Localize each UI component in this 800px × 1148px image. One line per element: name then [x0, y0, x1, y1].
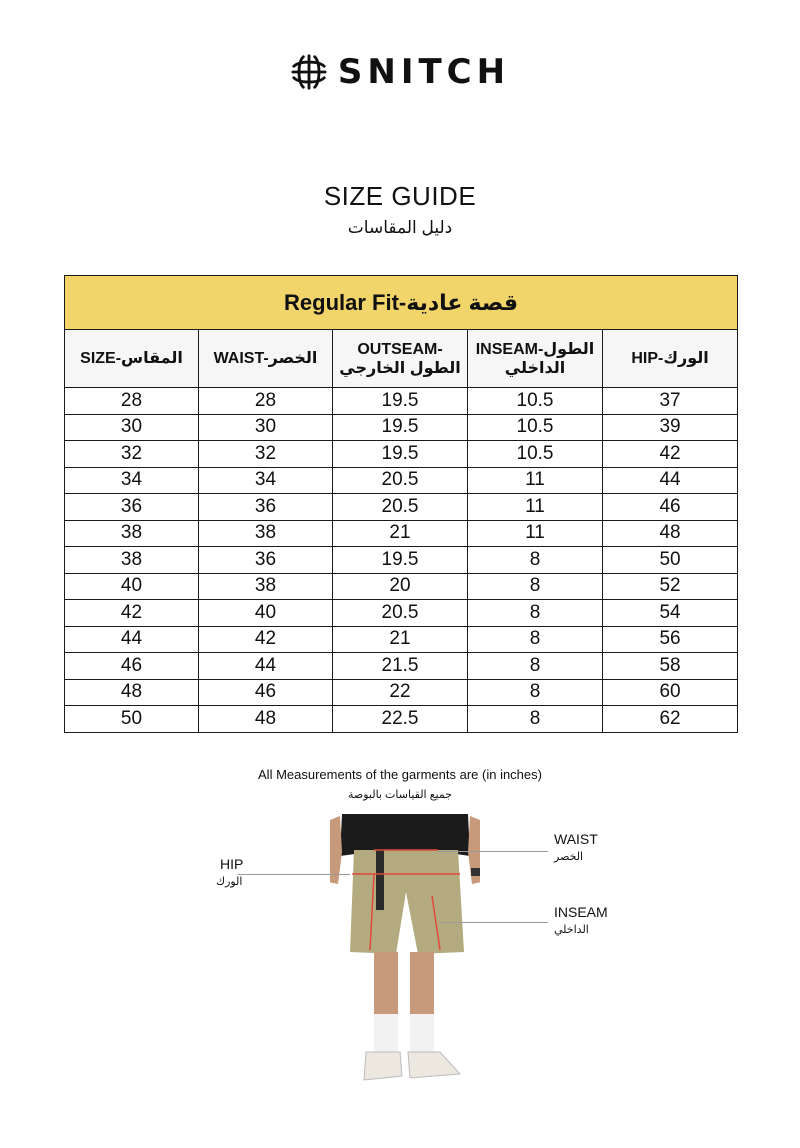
inseam-label: INSEAM	[554, 904, 608, 920]
table-cell: 54	[603, 600, 738, 627]
hash-grid-icon	[290, 53, 328, 91]
left-shoe	[364, 1052, 402, 1080]
table-cell: 37	[603, 388, 738, 415]
table-cell: 36	[199, 494, 333, 521]
table-row	[65, 706, 738, 733]
right-sock	[410, 1014, 434, 1054]
table-cell: 42	[603, 441, 738, 468]
table-cell: 34	[65, 467, 199, 494]
table-cell: 46	[199, 679, 333, 706]
table-cell: 38	[65, 547, 199, 574]
table-cell: 44	[65, 626, 199, 653]
table-cell: 11	[468, 494, 603, 521]
watch	[471, 868, 480, 876]
table-cell: 44	[603, 467, 738, 494]
table-cell: 28	[65, 388, 199, 415]
table-cell: 52	[603, 573, 738, 600]
right-shoe	[408, 1052, 460, 1078]
table-cell: 38	[199, 520, 333, 547]
table-row	[65, 653, 738, 680]
table-cell: 42	[65, 600, 199, 627]
column-header: WAIST-الخصر	[199, 330, 333, 388]
table-cell: 56	[603, 626, 738, 653]
table-cell: 11	[468, 520, 603, 547]
brand-logo	[0, 52, 800, 92]
table-cell: 21	[333, 520, 468, 547]
table-cell: 30	[199, 414, 333, 441]
table-cell: 21	[333, 626, 468, 653]
table-cell: 39	[603, 414, 738, 441]
column-header: HIP-الورك	[603, 330, 738, 388]
brand-name: SNITCH	[337, 52, 511, 92]
table-cell: 36	[199, 547, 333, 574]
table-cell: 34	[199, 467, 333, 494]
table-cell: 19.5	[333, 547, 468, 574]
table-cell: 42	[199, 626, 333, 653]
table-cell: 38	[65, 520, 199, 547]
hip-label: HIP	[220, 856, 244, 872]
table-cell: 19.5	[333, 414, 468, 441]
table-row	[65, 414, 738, 441]
column-header: OUTSEAM- الطول الخارجي	[333, 330, 468, 388]
hip-label-arabic: الورك	[216, 876, 243, 888]
table-cell: 19.5	[333, 388, 468, 415]
table-cell: 62	[603, 706, 738, 733]
table-cell: 8	[468, 706, 603, 733]
table-cell: 19.5	[333, 441, 468, 468]
table-cell: 8	[468, 653, 603, 680]
table-row	[65, 388, 738, 415]
table-cell: 48	[199, 706, 333, 733]
table-cell: 46	[65, 653, 199, 680]
table-row	[65, 547, 738, 574]
table-cell: 36	[65, 494, 199, 521]
table-cell: 8	[468, 573, 603, 600]
table-row	[65, 441, 738, 468]
right-leg	[410, 952, 434, 1014]
table-cell: 32	[65, 441, 199, 468]
table-cell: 28	[199, 388, 333, 415]
inseam-label-arabic: الداخلي	[554, 924, 589, 936]
measurement-note-arabic: جميع القياسات بالبوصة	[347, 789, 453, 801]
waist-label: WAIST	[554, 831, 598, 847]
table-cell: 22	[333, 679, 468, 706]
column-header: SIZE-المقاس	[65, 330, 199, 388]
table-cell: 22.5	[333, 706, 468, 733]
table-cell: 20	[333, 573, 468, 600]
size-table	[64, 275, 738, 733]
table-cell: 10.5	[468, 414, 603, 441]
table-row	[65, 467, 738, 494]
table-row	[65, 600, 738, 627]
table-cell: 8	[468, 679, 603, 706]
left-sock	[374, 1014, 398, 1054]
table-cell: 38	[199, 573, 333, 600]
table-row	[65, 573, 738, 600]
inseam-guide-line	[440, 922, 548, 923]
fit-header: Regular Fit-قصة عادية	[65, 276, 738, 330]
table-cell: 20.5	[333, 494, 468, 521]
table-row	[65, 626, 738, 653]
table-cell: 8	[468, 600, 603, 627]
page-title-arabic: دليل المقاسات	[347, 218, 453, 237]
hip-guide-line	[238, 874, 350, 875]
table-cell: 48	[65, 679, 199, 706]
table-cell: 40	[199, 600, 333, 627]
table-cell: 21.5	[333, 653, 468, 680]
column-header: INSEAM-الطول الداخلي	[468, 330, 603, 388]
table-cell: 20.5	[333, 467, 468, 494]
table-cell: 60	[603, 679, 738, 706]
table-cell: 8	[468, 547, 603, 574]
table-cell: 58	[603, 653, 738, 680]
left-leg	[374, 952, 398, 1014]
table-cell: 30	[65, 414, 199, 441]
shorts-shape	[350, 850, 464, 954]
table-row	[65, 520, 738, 547]
table-row	[65, 679, 738, 706]
measurement-note: All Measurements of the garments are (in inches)	[258, 767, 542, 782]
table-cell: 44	[199, 653, 333, 680]
table-cell: 8	[468, 626, 603, 653]
belt	[376, 850, 384, 910]
table-cell: 40	[65, 573, 199, 600]
table-row	[65, 494, 738, 521]
table-cell: 11	[468, 467, 603, 494]
table-cell: 32	[199, 441, 333, 468]
table-cell: 50	[65, 706, 199, 733]
table-cell: 10.5	[468, 388, 603, 415]
table-cell: 48	[603, 520, 738, 547]
waist-label-arabic: الخصر	[554, 851, 584, 863]
waist-guide-line	[438, 851, 548, 852]
page-title: SIZE GUIDE	[323, 181, 477, 211]
table-cell: 46	[603, 494, 738, 521]
table-cell: 50	[603, 547, 738, 574]
table-cell: 20.5	[333, 600, 468, 627]
table-cell: 10.5	[468, 441, 603, 468]
model-figure	[330, 812, 480, 1092]
